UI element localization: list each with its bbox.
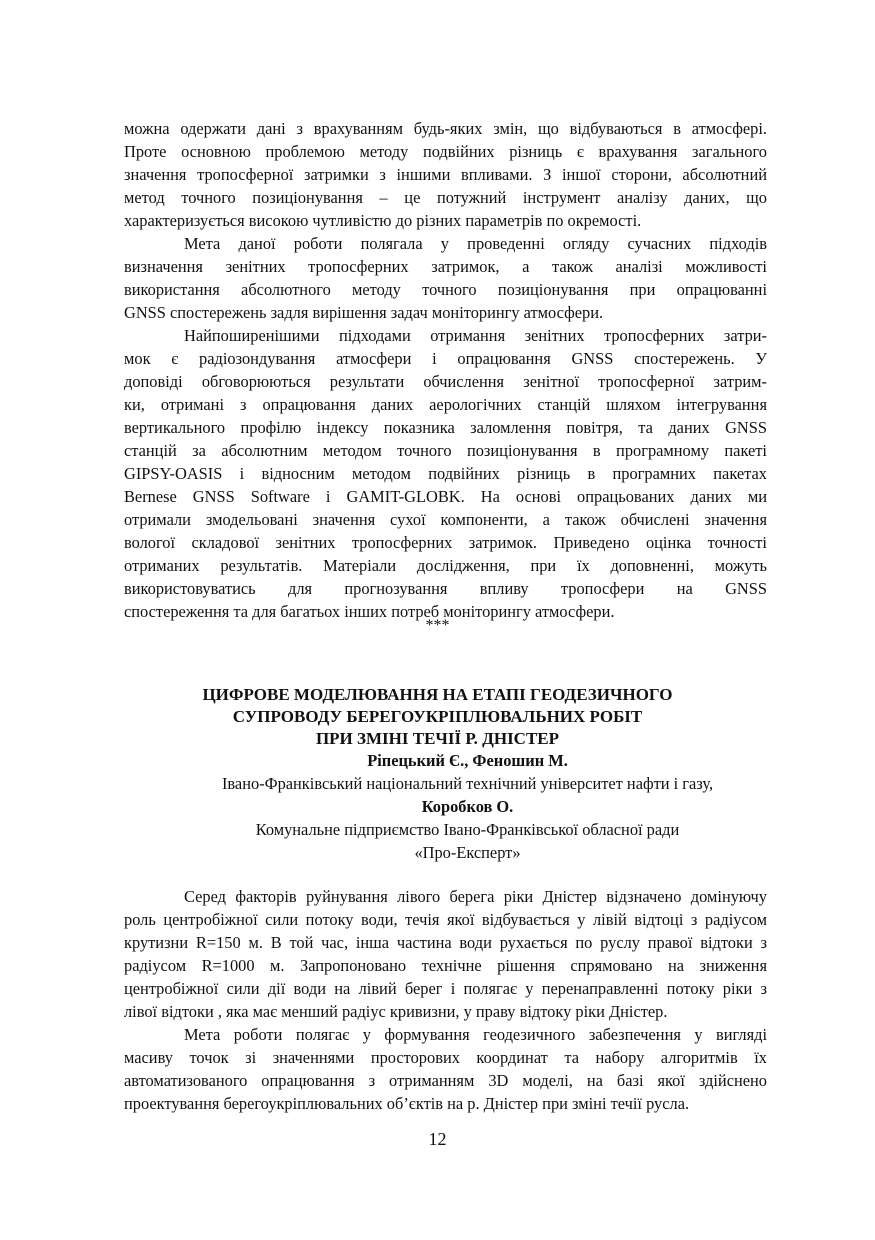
text-line: вологої складової зенітних тропосферних затримок. Приведено оцінка точності bbox=[124, 533, 767, 552]
text-line: автоматизованого опрацювання з отриманням 3D моделі, на базі якої здійснено bbox=[124, 1071, 767, 1090]
text-line: проектування берегоукріплювальних об’єктів на р. Дністер при зміні течії русла. bbox=[124, 1094, 690, 1113]
text-line: центробіжної сили дії води на лівий берег і полягає у перенаправленні потоку ріки з bbox=[124, 979, 767, 998]
text-line: лівої відтоки , яка має менший радіус кривизни, у праву відтоку ріки Дністер. bbox=[124, 1002, 668, 1021]
authors-line: Ріпецький Є., Феношин М. bbox=[367, 751, 568, 770]
text-line: Найпоширенішими підходами отримання зенітних тропосферних затри- bbox=[184, 326, 767, 345]
text-line: станцій за абсолютним методом точного позиціонування в програмному пакеті bbox=[124, 441, 767, 460]
text-line: визначення зенітних тропосферних затримок, а також аналізі можливості bbox=[124, 257, 767, 276]
text-line: можна одержати дані з врахуванням будь-яких змін, що відбуваються в атмосфері. bbox=[124, 119, 767, 138]
affiliation-line: Комунальне підприємство Івано-Франківської обласної ради bbox=[255, 820, 680, 839]
text-line: характеризується високою чутливістю до різних параметрів по окремості. bbox=[124, 211, 642, 230]
text-line: GIPSY-OASIS і відносним методом подвійних різниць в програмних пакетах bbox=[124, 464, 767, 483]
text-line: Bernese GNSS Software і GAMIT-GLOBK. На основі опрацьованих даних ми bbox=[124, 487, 767, 506]
text-line: значення тропосферної затримки з іншими впливами. З іншої сторони, абсолютний bbox=[124, 165, 767, 184]
authors-line: Коробков О. bbox=[421, 797, 514, 816]
affiliation-line: Івано-Франківський національний технічний університет нафти і газу, bbox=[221, 774, 714, 793]
text-line: ки, отримані з опрацювання даних аерологічних станцій шляхом інтегрування bbox=[124, 395, 767, 414]
text-line: метод точного позиціонування – це потужний інструмент аналізу даних, що bbox=[124, 188, 767, 207]
article-title-line: СУПРОВОДУ БЕРЕГОУКРІПЛЮВАЛЬНИХ РОБІТ bbox=[232, 707, 643, 726]
text-line: отримали змодельовані значення сухої компоненти, а також обчислені значення bbox=[124, 510, 767, 529]
text-line: використання абсолютного методу точного позиціонування при опрацюванні bbox=[124, 280, 767, 299]
text-line: спостереження та для багатьох інших потреб моніторингу атмосфери. bbox=[124, 602, 615, 621]
page-number: 12 bbox=[428, 1129, 447, 1149]
affiliation-line: «Про-Експерт» bbox=[414, 843, 521, 862]
text-line: радіусом R=1000 м. Запропоновано технічне рішення спрямовано на зниження bbox=[124, 956, 767, 975]
text-line: мок є радіозондування атмосфери і опрацювання GNSS спостережень. У bbox=[124, 349, 767, 368]
article-title-line: ПРИ ЗМІНІ ТЕЧІЇ Р. ДНІСТЕР bbox=[315, 729, 560, 748]
text-line: роль центробіжної сили потоку води, течія якої відбувається у лівій відтоці з радіусом bbox=[124, 910, 767, 929]
text-line: отриманих результатів. Матеріали дослідження, при їх доповненні, можуть bbox=[124, 556, 767, 575]
text-line: доповіді обговорюються результати обчислення зенітної тропосферної затрим- bbox=[124, 372, 767, 391]
text-line: масиву точок зі значеннями просторових координат та набору алгоритмів їх bbox=[124, 1048, 767, 1067]
text-line: використовуватись для прогнозування впливу тропосфери на GNSS bbox=[124, 579, 767, 598]
text-line: вертикального профілю індексу показника заломлення повітря, та даних GNSS bbox=[124, 418, 767, 437]
text-line: Серед факторів руйнування лівого берега ріки Дністер відзначено домінуючу bbox=[184, 887, 767, 906]
text-line: Мета даної роботи полягала у проведенні огляду сучасних підходів bbox=[184, 234, 767, 253]
text-line: GNSS спостережень задля вирішення задач моніторингу атмосфери. bbox=[124, 303, 604, 322]
text-line: Мета роботи полягає у формування геодезичного забезпечення у вигляді bbox=[184, 1025, 767, 1044]
text-line: Проте основною проблемою методу подвійних різниць є врахування загального bbox=[124, 142, 767, 161]
text-line: крутизни R=150 м. В той час, інша частина води рухається по руслу правої відтоки з bbox=[124, 933, 767, 952]
section-separator: *** bbox=[425, 617, 450, 634]
article-title-line: ЦИФРОВЕ МОДЕЛЮВАННЯ НА ЕТАПІ ГЕОДЕЗИЧНОГО bbox=[202, 685, 673, 704]
